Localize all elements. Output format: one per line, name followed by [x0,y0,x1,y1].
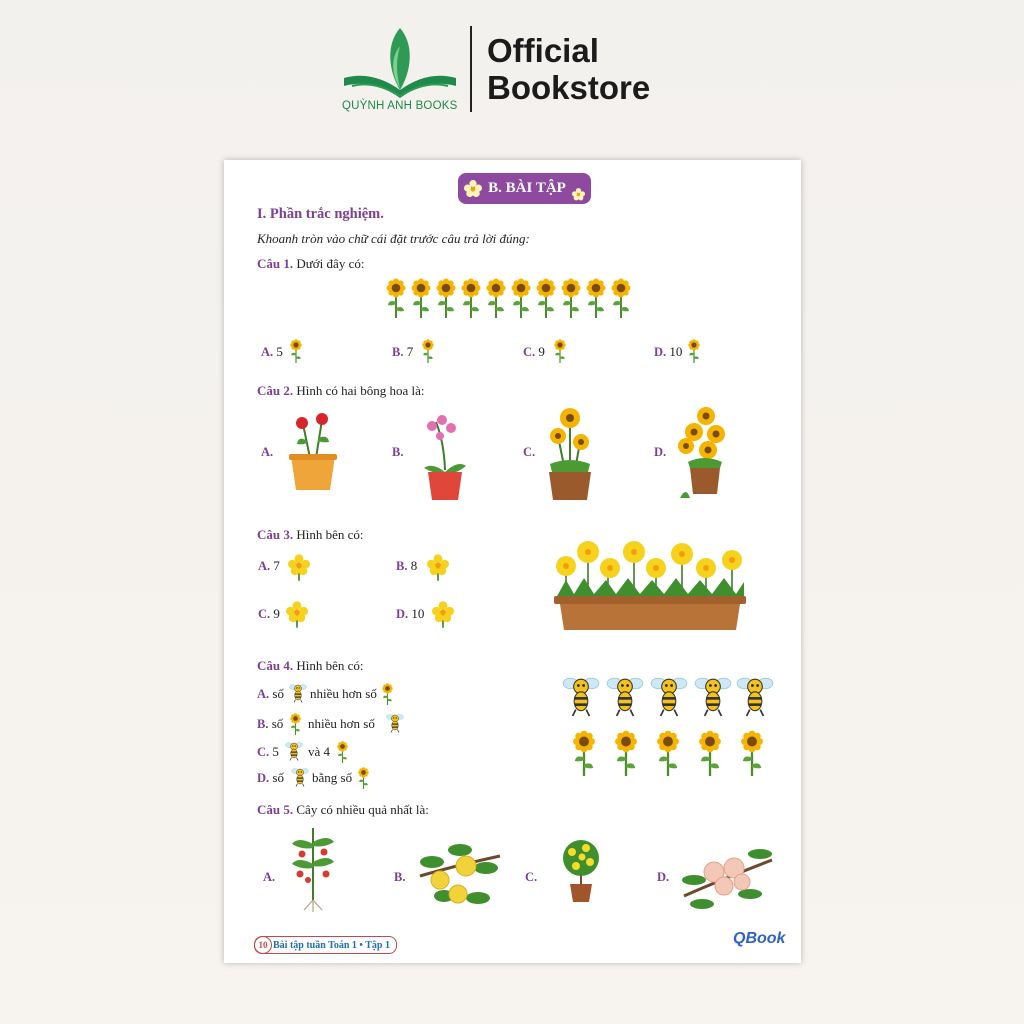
bee-icon [288,683,308,703]
section-title-badge [458,173,591,204]
question-label: Câu 2. [257,383,294,398]
part-heading: I. Phần trắc nghiệm. [257,206,384,222]
bee-icon [385,713,405,733]
sunflower-icon [614,730,638,776]
question-label: Câu 4. [257,658,294,673]
bookstore-brand [330,20,670,120]
q2-option-a[interactable]: A. [261,445,274,459]
sunflower-icon [382,683,393,705]
q1-option-b[interactable] [392,344,413,360]
option-text: số [272,770,284,785]
sunflower-icon [688,339,700,363]
question-text: Hình bên có: [296,658,364,673]
sunflower-icon [436,277,456,319]
sunflower-icon [511,277,531,319]
option-letter: B. [257,717,269,731]
q1-option-d[interactable] [654,344,682,360]
flower-planter-icon [552,540,748,632]
option-value: 8 [410,558,418,573]
sunflower-icon [290,339,302,363]
sunflower-pot-icon [676,406,732,502]
q3-option-c[interactable] [258,606,280,622]
sunflower-icon [611,277,631,319]
option-letter: C. [257,745,270,759]
option-letter: C. [523,345,536,359]
question-text: Hình bên có: [296,527,364,542]
bee-icon [560,674,602,718]
logo-text: QUỲNH ANH BOOKS [342,100,458,112]
sunflower-icon [461,277,481,319]
q3-option-b[interactable] [396,558,417,574]
yellow-flower-icon [432,601,454,628]
instruction: Khoanh tròn vào chữ cái đặt trước câu trả lời đúng: [257,231,530,246]
option-value: 10 [669,344,683,359]
question-text: Hình có hai bông hoa là: [296,383,425,398]
lemon-tree-pot-icon [558,838,604,904]
option-value: 5 [276,344,283,359]
question-label: Câu 3. [257,527,294,542]
question-2 [257,383,425,399]
yellow-flower-icon [286,601,308,628]
footer-book-badge [254,936,397,954]
option-letter: B. [396,559,408,573]
sunflower-icon [290,713,301,735]
bee-icon [290,767,310,787]
question-text: Cây có nhiều quả nhất là: [296,802,429,817]
option-letter: D. [396,607,409,621]
option-value: 7 [406,344,414,359]
orchid-pot-icon [420,412,470,502]
q2-option-b[interactable]: B. [392,445,404,459]
sunflower-icon [337,741,348,763]
official-line: Official [487,32,599,69]
q1-option-a[interactable] [261,344,283,360]
bees-row [560,674,776,722]
rose-pot-icon [288,410,338,494]
option-text: và 4 [308,744,331,759]
sunflowers-row [572,730,772,778]
official-bookstore-label [487,32,650,106]
sunflower-icon [740,730,764,776]
option-letter: A. [258,559,271,573]
sunflower-icon [411,277,431,319]
question-3 [257,527,364,543]
sunflower-icon [554,339,566,363]
option-text: bằng số [312,770,353,785]
option-value: 9 [273,606,280,621]
option-letter: B. [392,345,404,359]
sunflower-icon [386,277,406,319]
option-letter: A. [261,345,274,359]
sunflower-row [386,277,636,321]
sunflower-icon [536,277,556,319]
yellow-flower-icon [427,554,449,581]
q4-option-c[interactable] [257,744,279,760]
brand-divider [470,26,472,112]
sunflower-icon [572,730,596,776]
q5-option-b[interactable]: B. [394,870,406,884]
q2-option-c[interactable]: C. [523,445,536,459]
question-5 [257,802,429,818]
page-number: 10 [254,936,272,954]
peach-branch-icon [680,840,776,912]
sunflower-icon [698,730,722,776]
option-text: nhiều hơn số [308,716,375,731]
question-4 [257,658,364,674]
q3-option-a[interactable] [258,558,280,574]
q4-option-b[interactable] [257,716,283,732]
q3-option-d[interactable] [396,606,424,622]
sunflower-icon [656,730,680,776]
worksheet-page [224,160,801,963]
q5-option-c[interactable]: C. [525,870,538,884]
sunflower-icon [486,277,506,319]
q2-option-d[interactable]: D. [654,445,667,459]
question-text: Dưới đây có: [296,256,365,271]
sunflower-icon [586,277,606,319]
option-text: số [272,686,284,701]
flower-icon [464,180,482,198]
option-value: 7 [273,558,280,573]
q1-option-c[interactable] [523,344,545,360]
bee-icon [692,674,734,718]
option-value: 9 [538,344,545,359]
sunflower-icon [358,767,369,789]
q5-option-d[interactable]: D. [657,870,670,884]
tomato-plant-icon [286,824,340,912]
option-text: nhiều hơn số [310,686,377,701]
bookstore-line: Bookstore [487,69,651,106]
book-title: Bài tập tuần Toán 1 • Tập 1 [273,939,390,951]
yellow-flower-icon [288,554,310,581]
sunflower-icon [561,277,581,319]
q4-option-d[interactable] [257,770,284,786]
option-letter: C. [258,607,271,621]
option-text: số [271,716,284,731]
option-letter: D. [257,771,270,785]
question-1 [257,256,364,272]
option-text: 5 [272,744,279,759]
q4-option-a[interactable] [257,686,284,702]
option-letter: A. [257,687,270,701]
option-value: 10 [411,606,425,621]
flower-icon [572,188,585,201]
publisher-logo: QBook [733,930,786,947]
section-title: B. BÀI TẬP [488,180,566,196]
bee-icon [734,674,776,718]
sunflower-icon [422,339,434,363]
sunflower-pot-icon [546,406,594,502]
bee-icon [604,674,646,718]
q5-option-a[interactable]: A. [263,870,276,884]
bee-icon [648,674,690,718]
option-letter: D. [654,345,667,359]
bee-icon [284,741,304,761]
question-label: Câu 5. [257,802,294,817]
question-label: Câu 1. [257,256,294,271]
grapefruit-branch-icon [414,836,504,916]
